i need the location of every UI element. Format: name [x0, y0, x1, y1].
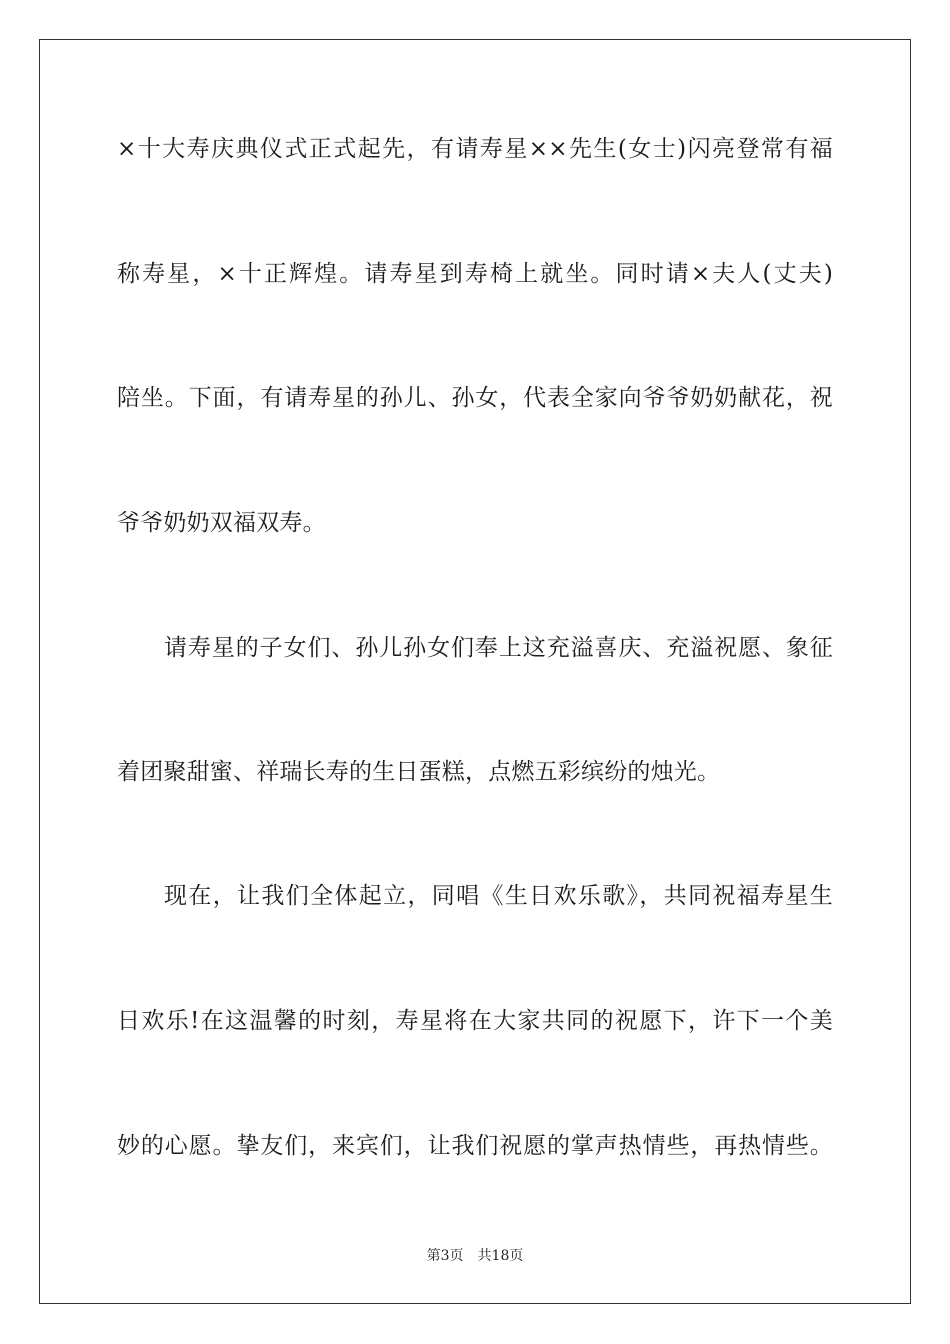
page-total: 共18页: [477, 1248, 524, 1264]
paragraph-3-line-2: 日欢乐!在这温馨的时刻，寿星将在大家共同的祝愿下，许下一个美: [117, 1008, 833, 1034]
paragraph-2-line-1: 请寿星的子女们、孙儿孙女们奉上这充溢喜庆、充溢祝愿、象征: [164, 635, 833, 661]
paragraph-1-line-4: 爷爷奶奶双福双寿。: [117, 510, 326, 536]
page-border: [39, 39, 911, 1304]
page-number: 第3页: [426, 1248, 464, 1264]
paragraph-1-line-1: ×十大寿庆典仪式正式起先，有请寿星××先生(女士)闪亮登常有福: [117, 136, 833, 162]
paragraph-3-line-3: 妙的心愿。挚友们，来宾们，让我们祝愿的掌声热情些，再热情些。: [117, 1133, 833, 1159]
paragraph-3-line-1: 现在，让我们全体起立，同唱《生日欢乐歌》，共同祝福寿星生: [164, 883, 833, 909]
paragraph-1-line-3: 陪坐。下面，有请寿星的孙儿、孙女，代表全家向爷爷奶奶献花，祝: [117, 385, 833, 411]
paragraph-1-line-2: 称寿星，×十正辉煌。请寿星到寿椅上就坐。同时请×夫人(丈夫): [117, 261, 833, 287]
paragraph-2-line-2: 着团聚甜蜜、祥瑞长寿的生日蛋糕，点燃五彩缤纷的烛光。: [117, 759, 721, 785]
page-footer: [0, 1247, 950, 1265]
